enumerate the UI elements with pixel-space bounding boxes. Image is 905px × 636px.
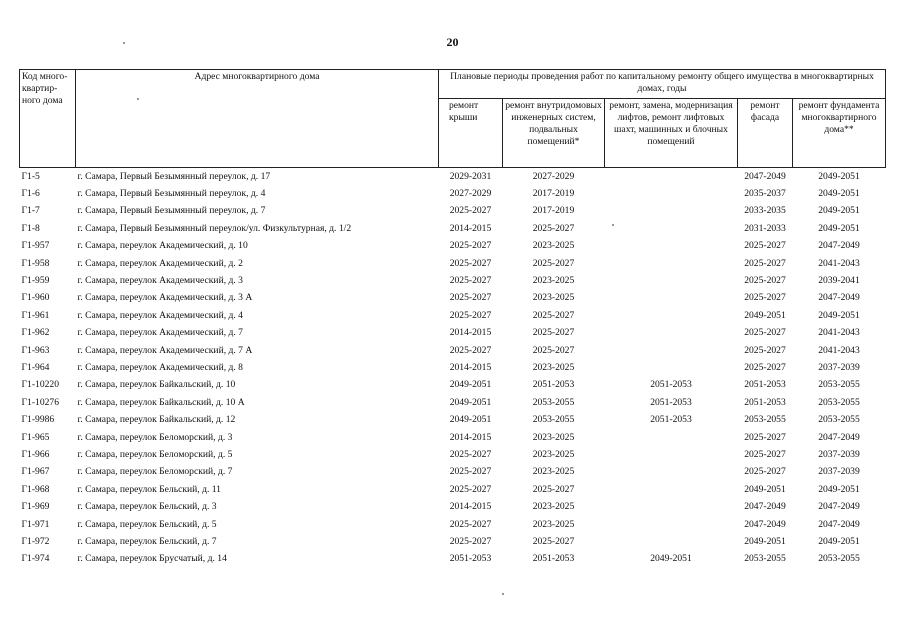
cell-elevators: 2051-2053 [650, 379, 692, 391]
cell-foundation: 2053-2055 [818, 379, 860, 391]
cell-address: г. Самара, переулок Академический, д. 4 [77, 309, 243, 321]
cell-facade: 2025-2027 [744, 431, 786, 443]
cell-code: Г1-7 [21, 205, 40, 217]
cell-elevators [605, 498, 738, 515]
cell-elevators [605, 203, 738, 220]
cell-facade: 2035-2037 [744, 188, 786, 200]
table-row [20, 168, 886, 186]
cell-foundation: 2049-2051 [818, 535, 860, 547]
cell-foundation: 2049-2051 [818, 188, 860, 200]
cell-foundation: 2041-2043 [818, 344, 860, 356]
cell-foundation: 2047-2049 [818, 240, 860, 252]
cell-facade: 2031-2033 [744, 222, 786, 234]
cell-systems: 2023-2025 [532, 292, 575, 304]
table-row [20, 325, 886, 342]
cell-foundation: 2037-2039 [818, 448, 860, 460]
cell-roof: 2025-2027 [449, 518, 492, 530]
cell-systems: 2027-2029 [532, 170, 575, 182]
cell-systems: 2023-2025 [532, 466, 575, 478]
cell-roof: 2025-2027 [449, 466, 492, 478]
cell-code: Г1-965 [21, 431, 50, 443]
cell-foundation: 2047-2049 [818, 501, 860, 513]
cell-elevators [605, 325, 738, 342]
cell-facade: 2047-2049 [744, 170, 786, 182]
table-row [20, 429, 886, 446]
scan-speck [137, 98, 139, 100]
cell-address: г. Самара, переулок Беломорский, д. 7 [77, 466, 233, 478]
cell-systems: 2023-2025 [532, 431, 575, 443]
page-number: 20 [446, 35, 459, 49]
cell-address: г. Самара, переулок Бельский, д. 11 [77, 483, 221, 495]
cell-systems: 2053-2055 [532, 414, 575, 426]
cell-facade: 2049-2051 [744, 309, 786, 321]
cell-elevators [605, 255, 738, 272]
cell-roof: 2025-2027 [449, 292, 492, 304]
cell-elevators [605, 290, 738, 307]
cell-systems: 2025-2027 [532, 257, 575, 269]
table-row [20, 220, 886, 237]
cell-roof: 2049-2051 [449, 379, 492, 391]
cell-address: г. Самара, Первый Безымянный переулок/ул. Физкультурная, д. 1/2 [77, 222, 352, 234]
cell-code: Г1-966 [21, 448, 50, 460]
repair-schedule-table [19, 69, 886, 568]
cell-code: Г1-972 [21, 535, 50, 547]
cell-elevators: 2051-2053 [650, 396, 692, 408]
cell-address: г. Самара, переулок Академический, д. 7 А [77, 344, 253, 356]
cell-code: Г1-969 [21, 501, 50, 513]
cell-foundation: 2049-2051 [818, 222, 860, 234]
cell-address: г. Самара, переулок Академический, д. 3 А [77, 292, 253, 304]
cell-code: Г1-957 [21, 240, 50, 252]
column-header-code: Код много-квартир-ного дома [20, 70, 76, 168]
column-header-elevators: ремонт, замена, модернизация лифтов, ремонт лифтовых шахт, машинных и блочных помещений [605, 99, 738, 168]
cell-roof: 2014-2015 [449, 222, 492, 234]
cell-roof: 2049-2051 [449, 396, 492, 408]
cell-code: Г1-6 [21, 188, 40, 200]
table-row [20, 238, 886, 255]
cell-code: Г1-962 [21, 327, 50, 339]
cell-address: г. Самара, переулок Академический, д. 10 [77, 240, 248, 252]
cell-facade: 2025-2027 [744, 240, 786, 252]
cell-foundation: 2047-2049 [818, 518, 860, 530]
scan-speck [123, 42, 125, 44]
cell-roof: 2014-2015 [449, 362, 492, 373]
cell-facade: 2025-2027 [744, 448, 786, 460]
cell-facade: 2025-2027 [744, 292, 786, 304]
cell-elevators [605, 272, 738, 289]
cell-foundation: 2039-2041 [818, 275, 860, 287]
table-row [20, 307, 886, 324]
cell-facade: 2025-2027 [744, 466, 786, 478]
scan-speck [502, 593, 504, 595]
cell-foundation: 2053-2055 [818, 396, 860, 408]
cell-roof: 2027-2029 [449, 188, 492, 200]
cell-elevators [605, 464, 738, 481]
cell-roof: 2025-2027 [449, 205, 492, 217]
table-row [20, 464, 886, 481]
cell-facade: 2025-2027 [744, 362, 786, 373]
table-row [20, 342, 886, 359]
cell-facade: 2049-2051 [744, 535, 786, 547]
cell-code: Г1-958 [21, 257, 50, 269]
cell-elevators [605, 481, 738, 498]
cell-facade: 2025-2027 [744, 327, 786, 339]
cell-systems: 2053-2055 [532, 396, 575, 408]
cell-foundation: 2049-2051 [818, 483, 860, 495]
cell-address: г. Самара, переулок Байкальский, д. 10 [77, 379, 236, 391]
table-body [20, 168, 886, 568]
cell-address: г. Самара, Первый Безымянный переулок, д. 17 [77, 170, 271, 182]
cell-roof: 2014-2015 [449, 501, 492, 513]
cell-address: г. Самара, переулок Беломорский, д. 3 [77, 431, 233, 443]
cell-systems: 2025-2027 [532, 535, 575, 547]
cell-code: Г1-9986 [21, 414, 55, 426]
cell-systems: 2023-2025 [532, 240, 575, 252]
cell-systems: 2051-2053 [532, 553, 575, 565]
table-row [20, 481, 886, 498]
cell-elevators [605, 429, 738, 446]
cell-address: г. Самара, переулок Байкальский, д. 10 А [77, 396, 245, 408]
cell-facade: 2025-2027 [744, 257, 786, 269]
cell-roof: 2029-2031 [449, 170, 492, 182]
cell-facade: 2051-2053 [744, 396, 786, 408]
scan-speck [612, 224, 614, 226]
cell-code: Г1-10220 [21, 379, 60, 391]
cell-address: г. Самара, переулок Беломорский, д. 5 [77, 448, 233, 460]
cell-code: Г1-8 [21, 222, 40, 234]
cell-elevators [605, 307, 738, 324]
cell-systems: 2023-2025 [532, 275, 575, 287]
cell-foundation: 2053-2055 [818, 553, 860, 565]
cell-elevators [605, 238, 738, 255]
table-row [20, 551, 886, 568]
column-header-address: Адрес многоквартирного дома [76, 70, 439, 168]
cell-foundation: 2041-2043 [818, 327, 860, 339]
table-row [20, 411, 886, 428]
table-row [20, 203, 886, 220]
table-row [20, 359, 886, 376]
cell-foundation: 2049-2051 [818, 205, 860, 217]
cell-address: г. Самара, переулок Байкальский, д. 12 [77, 414, 236, 426]
cell-address: г. Самара, переулок Академический, д. 2 [77, 257, 243, 269]
table-row [20, 394, 886, 411]
table-row [20, 446, 886, 463]
cell-foundation: 2037-2039 [818, 362, 860, 373]
cell-foundation: 2049-2051 [818, 170, 860, 182]
cell-roof: 2025-2027 [449, 240, 492, 252]
table-row [20, 290, 886, 307]
cell-roof: 2014-2015 [449, 431, 492, 443]
cell-roof: 2025-2027 [449, 275, 492, 287]
cell-systems: 2051-2053 [532, 379, 575, 391]
cell-code: Г1-961 [21, 309, 50, 321]
column-header-facade: ремонт фасада [738, 99, 793, 168]
cell-code: Г1-963 [21, 344, 50, 356]
cell-address: г. Самара, переулок Академический, д. 3 [77, 275, 243, 287]
cell-elevators [605, 359, 738, 376]
cell-roof: 2025-2027 [449, 257, 492, 269]
cell-facade: 2033-2035 [744, 205, 786, 217]
cell-code: Г1-5 [21, 170, 40, 182]
cell-foundation: 2047-2049 [818, 431, 860, 443]
table-row [20, 498, 886, 515]
cell-systems: 2025-2027 [532, 327, 575, 339]
cell-roof: 2025-2027 [449, 344, 492, 356]
table-row [20, 272, 886, 289]
cell-address: г. Самара, Первый Безымянный переулок, д. 4 [77, 188, 266, 200]
cell-foundation: 2053-2055 [818, 414, 860, 426]
cell-facade: 2047-2049 [744, 501, 786, 513]
column-header-roof: ремонт крыши [439, 99, 503, 168]
cell-code: Г1-974 [21, 553, 50, 565]
cell-facade: 2025-2027 [744, 344, 786, 356]
cell-code: Г1-960 [21, 292, 50, 304]
cell-elevators [605, 446, 738, 463]
cell-facade: 2025-2027 [744, 275, 786, 287]
table-row [20, 185, 886, 202]
cell-roof: 2051-2053 [449, 553, 492, 565]
cell-elevators [605, 185, 738, 202]
cell-roof: 2025-2027 [449, 535, 492, 547]
cell-roof: 2014-2015 [449, 327, 492, 339]
column-header-foundation: ремонт фундамента многоквартирного дома** [793, 99, 886, 168]
cell-facade: 2047-2049 [744, 518, 786, 530]
cell-elevators [605, 516, 738, 533]
cell-code: Г1-971 [21, 518, 50, 530]
cell-systems: 2023-2025 [532, 448, 575, 460]
cell-foundation: 2047-2049 [818, 292, 860, 304]
cell-systems: 2025-2027 [532, 344, 575, 356]
cell-foundation: 2037-2039 [818, 466, 860, 478]
column-header-systems: ремонт внутридомовых инженерных систем, подвальных помещений* [503, 99, 605, 168]
cell-code: Г1-964 [21, 362, 50, 373]
table-row [20, 533, 886, 550]
cell-facade: 2053-2055 [744, 553, 786, 565]
cell-systems: 2023-2025 [532, 501, 575, 513]
column-group-header-periods: Плановые периоды проведения работ по капитальному ремонту общего имущества в многоквартирных домах, годы [439, 70, 886, 99]
cell-roof: 2049-2051 [449, 414, 492, 426]
cell-address: г. Самара, переулок Академический, д. 8 [77, 362, 243, 373]
table-row [20, 516, 886, 533]
cell-address: г. Самара, переулок Брусчатый, д. 14 [77, 553, 227, 565]
cell-roof: 2025-2027 [449, 448, 492, 460]
cell-systems: 2017-2019 [532, 205, 575, 217]
cell-address: г. Самара, переулок Академический, д. 7 [77, 327, 243, 339]
cell-systems: 2025-2027 [532, 309, 575, 321]
cell-address: г. Самара, Первый Безымянный переулок, д. 7 [77, 205, 266, 217]
table-row [20, 255, 886, 272]
cell-address: г. Самара, переулок Бельский, д. 3 [77, 501, 217, 513]
cell-roof: 2025-2027 [449, 483, 492, 495]
cell-systems: 2025-2027 [532, 222, 575, 234]
cell-facade: 2053-2055 [744, 414, 786, 426]
cell-foundation: 2041-2043 [818, 257, 860, 269]
cell-facade: 2049-2051 [744, 483, 786, 495]
cell-elevators: 2051-2053 [650, 414, 692, 426]
cell-code: Г1-967 [21, 466, 50, 478]
cell-elevators [605, 342, 738, 359]
cell-elevators: 2049-2051 [650, 553, 692, 565]
cell-systems: 2025-2027 [532, 483, 575, 495]
cell-code: Г1-10276 [21, 396, 60, 408]
cell-systems: 2017-2019 [532, 188, 575, 200]
table-row [20, 377, 886, 394]
cell-elevators [605, 220, 738, 237]
cell-systems: 2023-2025 [532, 518, 575, 530]
cell-elevators [605, 168, 738, 186]
cell-code: Г1-968 [21, 483, 50, 495]
cell-foundation: 2049-2051 [818, 309, 860, 321]
cell-systems: 2023-2025 [532, 362, 575, 373]
cell-address: г. Самара, переулок Бельский, д. 5 [77, 518, 217, 530]
cell-elevators [605, 533, 738, 550]
cell-roof: 2025-2027 [449, 309, 492, 321]
cell-code: Г1-959 [21, 275, 50, 287]
cell-address: г. Самара, переулок Бельский, д. 7 [77, 535, 217, 547]
cell-facade: 2051-2053 [744, 379, 786, 391]
